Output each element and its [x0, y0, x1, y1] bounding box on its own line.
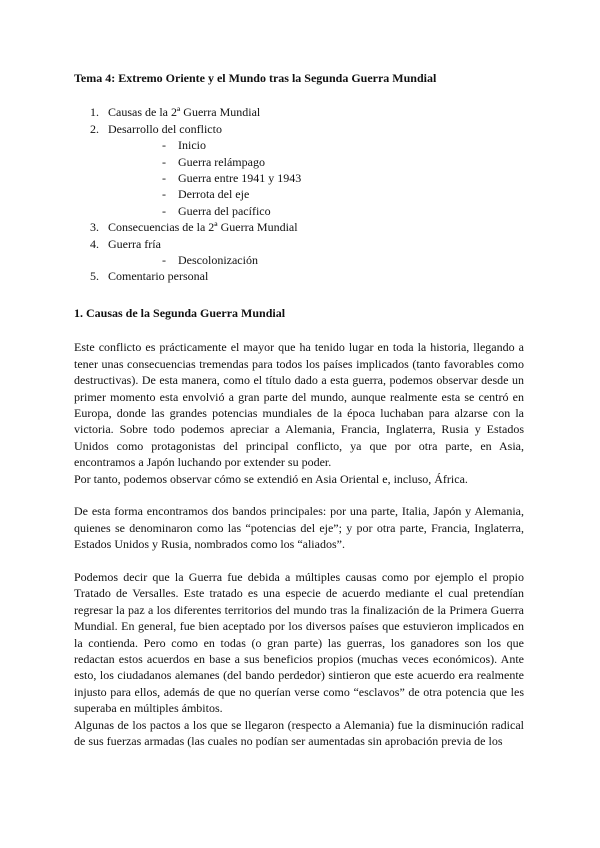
- table-of-contents: [74, 104, 524, 284]
- toc-item-number: 4.: [90, 236, 99, 251]
- toc-subitem-label: Derrota del eje: [178, 187, 250, 202]
- toc-item-number: 2.: [90, 121, 99, 136]
- body-paragraph: De esta forma encontramos dos bandos principales: por una parte, Italia, Japón y Alemania, quienes se denominaron como las “potencias del eje”; y por otra parte, Francia, Inglaterra, Estados Unidos y Rusia, nombrados como los “aliados”.: [74, 504, 524, 552]
- toc-subitem-label: Guerra entre 1941 y 1943: [178, 171, 302, 186]
- toc-subitem-label: Descolonización: [178, 253, 258, 268]
- toc-subitem-marker: -: [162, 138, 166, 153]
- toc-item-label: Comentario personal: [108, 269, 209, 284]
- toc-subitems: [108, 137, 524, 219]
- toc-subitem-marker: -: [162, 203, 166, 218]
- toc-item: [74, 268, 524, 284]
- toc-subitem-marker: -: [162, 171, 166, 186]
- toc-item: [74, 121, 524, 219]
- toc-subitem: [108, 137, 524, 153]
- document-title: Tema 4: Extremo Oriente y el Mundo tras la Segunda Guerra Mundial: [74, 71, 437, 85]
- toc-item: [74, 104, 524, 120]
- toc-subitem: [108, 252, 524, 268]
- body-paragraph: Algunas de los pactos a los que se llegaron (respecto a Alemania) fue la disminución radical de sus fuerzas armadas (las cuales no podían ser aumentadas sin aprobación previa de los: [74, 717, 524, 748]
- paragraph-spacer: [74, 553, 524, 569]
- body-paragraph: Podemos decir que la Guerra fue debida a múltiples causas como por ejemplo el propio Tratado de Versalles. Este tratado es una especie de acuerdo mediante el cual pretendían regresar la paz a los diferentes territorios del mundo tras la finalización de la Primera Guerra Mundial. En general, fue bien aceptado por los diversos países que estuvieron implicados en la contienda. Pero como en todas (o gran parte) las guerras, los ganadores son los que redactan estos acuerdos en base a sus beneficios propios (muchas veces económicos). Ante esto, los ciudadanos alemanes (del bando perdedor) sintieron que este acuerdo era realmente injusto para ellos, además de que no querían verse como “esclavos” de otra potencia que les superaba en múltiples ámbitos.: [74, 569, 524, 716]
- toc-subitem: [108, 203, 524, 219]
- toc-item-label: Causas de la 2ª Guerra Mundial: [108, 105, 261, 120]
- toc-item-label: Guerra fría: [108, 236, 161, 251]
- toc-subitem-label: Inicio: [178, 138, 206, 153]
- toc-subitem: [108, 186, 524, 202]
- toc-item-label: Desarrollo del conflicto: [108, 121, 222, 136]
- toc-subitem-marker: -: [162, 187, 166, 202]
- toc-subitem: [108, 170, 524, 186]
- toc-subitem-marker: -: [162, 253, 166, 268]
- section-heading: 1. Causas de la Segunda Guerra Mundial: [74, 305, 286, 320]
- body-paragraph: Por tanto, podemos observar cómo se extendió en Asia Oriental e, incluso, África.: [74, 471, 468, 486]
- toc-item-number: 1.: [90, 105, 99, 120]
- toc-item: [74, 236, 524, 269]
- toc-subitems: [108, 252, 524, 268]
- toc-item-number: 5.: [90, 269, 99, 284]
- toc-subitem-label: Guerra del pacífico: [178, 203, 271, 218]
- toc-item-label: Consecuencias de la 2ª Guerra Mundial: [108, 220, 298, 235]
- toc-subitem-label: Guerra relámpago: [178, 154, 265, 169]
- toc-subitem-marker: -: [162, 154, 166, 169]
- toc-subitem: [108, 154, 524, 170]
- toc-item-number: 3.: [90, 220, 99, 235]
- toc-item: [74, 219, 524, 235]
- body-paragraph: Este conflicto es prácticamente el mayor que ha tenido lugar en toda la historia, llegando a tener unas consecuencias tremendas para todos los países implicados (tanto favorables como destructivas). De esta manera, como el título dado a esta guerra, podemos observar desde un primer momento esta envolvió a gran parte del mundo, aunque realmente esta se centró en Europa, donde las grandes potencias mundiales de la época luchaban para alzarse con la victoria. Sobre todo podemos apreciar a Alemania, Francia, Inglaterra, Rusia y Estados Unidos como protagonistas del principal conflicto, ya que por otra parte, en Asia, encontramos a Japón luchando por extender su poder.: [74, 340, 524, 470]
- paragraph-spacer: [74, 487, 524, 503]
